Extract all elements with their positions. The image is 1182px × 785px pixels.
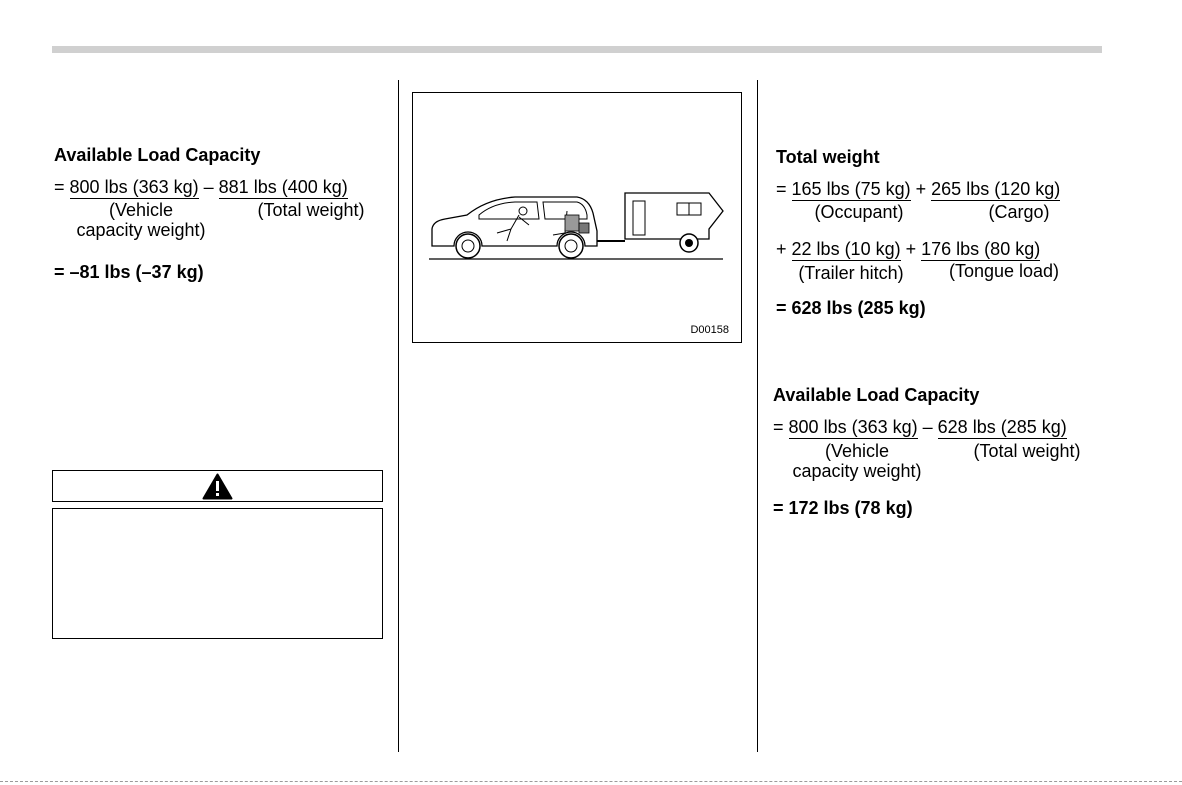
alc-total-weight-label: (Total weight): [973, 441, 1081, 461]
warning-header: [52, 470, 383, 502]
alc-vehicle-capacity-label-line2: capacity weight): [792, 461, 922, 481]
plus-sign: +: [905, 239, 917, 259]
vehicle-capacity-label: [68, 200, 214, 240]
figure-code: D00158: [690, 324, 729, 336]
alc-vehicle-capacity-value: 800 lbs (363 kg): [788, 417, 918, 437]
vehicle-capacity-value: 800 lbs (363 kg): [69, 177, 199, 197]
vehicle-capacity-label-line1: (Vehicle: [108, 200, 174, 220]
eq-prefix: =: [54, 177, 65, 197]
header-rule: [52, 46, 1102, 53]
cargo-value: 265 lbs (120 kg): [931, 179, 1061, 199]
alc-vehicle-capacity-label-line1: (Vehicle: [824, 441, 890, 461]
occupant-value: 165 lbs (75 kg): [791, 179, 911, 199]
right-alc-result: = 172 lbs (78 kg): [773, 498, 913, 518]
total-weight-heading: Total weight: [776, 147, 880, 167]
left-alc-heading: Available Load Capacity: [54, 145, 261, 165]
cargo-label: (Cargo): [988, 202, 1050, 222]
warning-triangle-icon: [202, 473, 233, 500]
column-divider-left: [398, 80, 399, 752]
row2-prefix: +: [776, 239, 787, 259]
vehicle-towing-trailer-illustration: [427, 191, 727, 366]
left-alc-result: = –81 lbs (–37 kg): [54, 262, 204, 282]
warning-body: [52, 508, 383, 639]
total-weight-row1: [776, 178, 1060, 200]
alc-total-weight-value: 628 lbs (285 kg): [937, 417, 1067, 437]
tongue-load-label: (Tongue load): [948, 261, 1060, 281]
right-alc-equation: [773, 416, 1067, 438]
figure-frame: [412, 92, 742, 343]
total-weight-row2: [776, 238, 1040, 260]
plus-sign: +: [915, 179, 927, 199]
right-alc-heading: Available Load Capacity: [773, 385, 980, 405]
trailer-hitch-value: 22 lbs (10 kg): [791, 239, 901, 259]
column-divider-right: [757, 80, 758, 752]
alc-minus-sign: –: [922, 417, 933, 437]
row1-prefix: =: [776, 179, 787, 199]
trailer-hitch-label: (Trailer hitch): [798, 263, 904, 283]
total-weight-label: (Total weight): [257, 200, 365, 220]
left-alc-equation: [54, 176, 348, 198]
footer-rule: [0, 781, 1182, 782]
vehicle-capacity-label-line2: capacity weight): [76, 220, 206, 240]
total-weight-value: 881 lbs (400 kg): [218, 177, 348, 197]
total-weight-result: = 628 lbs (285 kg): [776, 298, 926, 318]
occupant-label: (Occupant): [814, 202, 904, 222]
tongue-load-value: 176 lbs (80 kg): [921, 239, 1041, 259]
minus-sign: –: [203, 177, 214, 197]
alc-prefix: =: [773, 417, 784, 437]
alc-vehicle-capacity-label: [784, 441, 930, 481]
